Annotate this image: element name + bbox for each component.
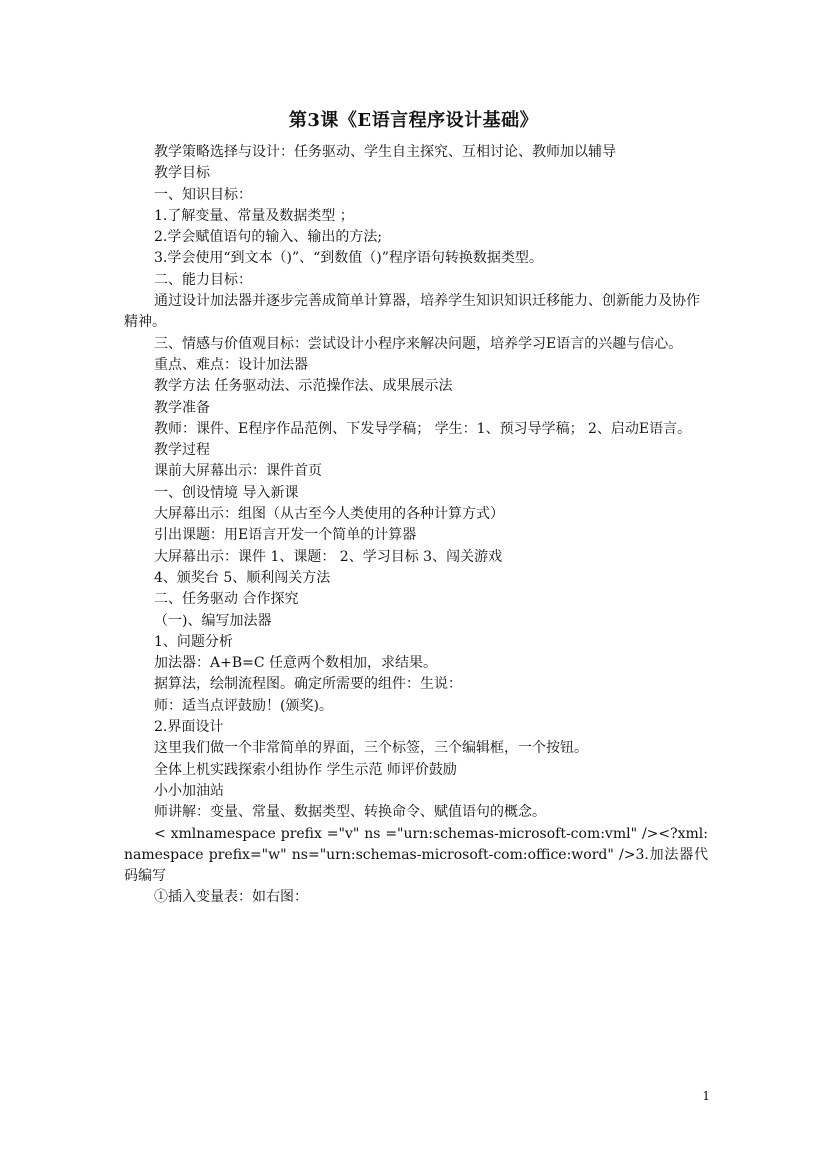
paragraph-teacher-explain: 师讲解：变量、常量、数据类型、转换命令、赋值语句的概念。 xyxy=(154,804,546,821)
page-number: 1 xyxy=(702,1089,710,1103)
paragraph-pre-class: 课前大屏幕出示：课件首页 xyxy=(154,463,322,480)
list-item-goal-1: 1.了解变量、常量及数据类型 ； xyxy=(154,207,354,224)
heading-situation: 一、创设情境 导入新课 xyxy=(154,484,299,501)
paragraph-screen-1: 大屏幕出示：组图（从古至今人类使用的各种计算方式） xyxy=(154,506,504,523)
heading-process: 教学过程 xyxy=(154,442,210,459)
heading-ui-design: 2.界面设计 xyxy=(154,719,224,736)
heading-gas-station: 小小加油站 xyxy=(154,782,224,799)
heading-preparation: 教学准备 xyxy=(154,399,210,416)
list-item-goal-3: 3.学会使用“到文本（)”、“到数值（)”程序语句转换数据类型。 xyxy=(154,250,543,267)
paragraph-key-points: 重点、难点：设计加法器 xyxy=(154,356,308,373)
paragraph-strategy: 教学策略选择与设计：任务驱动、学生自主探究、互相讨论、教师加以辅导 xyxy=(154,144,616,160)
heading-problem-analysis: 1、问题分析 xyxy=(154,633,233,650)
heading-ability-goals: 二、能力目标： xyxy=(154,271,252,288)
document-body xyxy=(124,142,708,909)
paragraph-methods: 教学方法 任务驱动法、示范操作法、成果展示法 xyxy=(154,378,453,395)
paragraph-topic: 引出课题：用E语言开发一个简单的计算器 xyxy=(154,527,417,544)
paragraph-emotion-goals: 三、情感与价值观目标：尝试设计小程序来解决问题，培养学习E语言的兴趣与信心。 xyxy=(154,335,683,352)
paragraph-ui-desc: 这里我们做一个非常简单的界面，三个标签，三个编辑框，一个按钮。 xyxy=(154,740,588,757)
paragraph-insert-var-table: ①插入变量表：如右图： xyxy=(154,889,308,906)
paragraph-practice: 全体上机实践探索小组协作 学生示范 师评价鼓励 xyxy=(154,761,457,778)
heading-knowledge-goals: 一、知识目标： xyxy=(154,186,252,203)
paragraph-adder-def: 加法器：A+B=C 任意两个数相加，求结果。 xyxy=(154,655,438,672)
heading-adder: （一)、编写加法器 xyxy=(154,612,272,629)
document-title: 第3课《E语言程序设计基础》 xyxy=(288,110,539,131)
heading-task-driven: 二、任务驱动 合作探究 xyxy=(154,591,299,608)
paragraph-ability: 通过设计加法器并逐步完善成简单计算器，培养学生知识知识迁移能力、创新能力及协作精神。 xyxy=(124,293,700,331)
paragraph-preparation: 教师：课件、E程序作品范例、下发导学稿； 学生：1、预习导学稿； 2、启动E语言。 xyxy=(154,420,692,437)
heading-teaching-goals: 教学目标 xyxy=(154,165,210,182)
paragraph-screen-2: 大屏幕出示：课件 1、课题： 2、学习目标 3、闯关游戏 xyxy=(154,548,503,565)
paragraph-xml-code: < xmlnamespace prefix ="v" ns ="urn:schemas-microsoft-com:vml" /><?xml:namespace prefix="w" ns="urn:schemas-microsoft-com:office:word" />3.加法器代码编写 xyxy=(124,825,708,885)
paragraph-flowchart: 据算法，绘制流程图。确定所需要的组件：生说： xyxy=(154,676,462,693)
paragraph-screen-2-cont: 4、颁奖台 5、顺利闯关方法 xyxy=(154,569,331,586)
paragraph-teacher-comment: 师：适当点评鼓励！(颁奖)。 xyxy=(154,697,333,714)
list-item-goal-2: 2.学会赋值语句的输入、输出的方法; xyxy=(154,229,383,246)
